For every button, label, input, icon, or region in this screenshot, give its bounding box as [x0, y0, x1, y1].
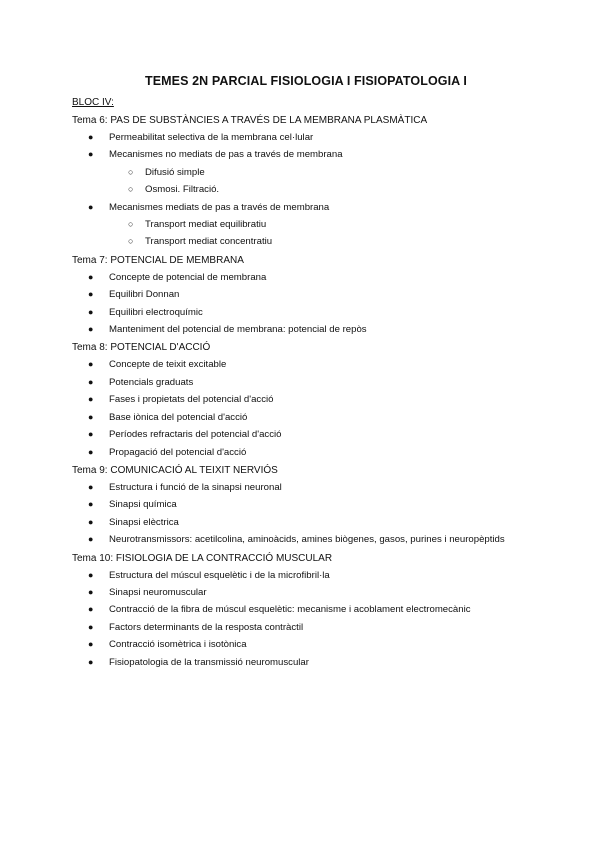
list-item-text: Contracció de la fibra de múscul esquelètic: mecanisme i acoblament electromecànic [109, 604, 471, 616]
bullet-icon: ● [88, 481, 94, 492]
list-item [72, 619, 540, 636]
list-item [72, 146, 540, 163]
sub-items [72, 216, 540, 251]
tema-heading: Tema 7: POTENCIAL DE MEMBRANA [72, 254, 244, 266]
bullet-icon: ● [88, 359, 94, 370]
list-item-text: Contracció isomètrica i isotònica [109, 639, 247, 651]
list-item-text: Mecanismes no mediats de pas a través de membrana [109, 149, 343, 161]
list-item-text: Concepte de potencial de membrana [109, 271, 267, 283]
list-item [72, 286, 540, 303]
list-item [72, 531, 540, 548]
document-title: TEMES 2N PARCIAL FISIOLOGIA I FISIOPATOLOGIA I [145, 74, 467, 88]
tema-items [72, 479, 540, 549]
list-item [72, 654, 540, 671]
list-item-text: Equilibri Donnan [109, 289, 180, 301]
bullet-icon: ● [88, 569, 94, 580]
bullet-icon: ● [88, 324, 94, 335]
list-item-text: Propagació del potencial d'acció [109, 446, 247, 458]
list-item-text: Estructura i funció de la sinapsi neuronal [109, 481, 282, 493]
list-item [72, 496, 540, 513]
bullet-icon: ● [88, 586, 94, 597]
bullet-icon: ● [88, 132, 94, 142]
tema-items [72, 567, 540, 671]
list-item [72, 321, 540, 338]
bullet-icon: ● [88, 411, 94, 422]
list-item-text: Base iònica del potencial d'acció [109, 411, 248, 423]
list-item [72, 391, 540, 408]
list-item-text: Potencials graduats [109, 376, 194, 388]
bullet-icon: ● [88, 429, 94, 440]
bullet-icon: ● [88, 394, 94, 405]
list-item-text: Sinapsi química [109, 499, 177, 511]
list-item [72, 304, 540, 321]
list-item [72, 479, 540, 496]
sub-list-item-text: Difusió simple [145, 166, 205, 178]
bullet-icon: ● [88, 376, 94, 387]
sub-list-item [72, 181, 540, 198]
list-item [72, 636, 540, 653]
tema-heading: Tema 8: POTENCIAL D'ACCIÓ [72, 342, 211, 354]
list-item-text: Mecanismes mediats de pas a través de membrana [109, 201, 330, 213]
sub-list-item-text: Transport mediat equilibratiu [145, 219, 267, 231]
bullet-icon: ● [88, 656, 94, 667]
list-item [72, 444, 540, 461]
circle-bullet-icon: ○ [128, 184, 134, 195]
sub-list-item [72, 216, 540, 233]
sub-list-item-text: Osmosi. Filtració. [145, 184, 220, 196]
list-item [72, 426, 540, 443]
sub-list-item [72, 164, 540, 181]
bullet-icon: ● [88, 604, 94, 615]
bullet-icon: ● [88, 306, 94, 317]
list-item-text: Permeabilitat selectiva de la membrana cel·lular [109, 132, 314, 143]
list-item-text: Factors determinants de la resposta contràctil [109, 621, 304, 633]
list-item [72, 601, 540, 618]
list-item-text: Concepte de teixit excitable [109, 359, 227, 371]
list-item [72, 567, 540, 584]
sub-items [72, 164, 540, 199]
bullet-icon: ● [88, 639, 94, 650]
bullet-icon: ● [88, 534, 94, 545]
list-item-text: Fases i propietats del potencial d'acció [109, 394, 274, 406]
circle-bullet-icon: ○ [128, 166, 134, 177]
bullet-icon: ● [88, 271, 94, 282]
bullet-icon: ● [88, 621, 94, 632]
list-item [72, 514, 540, 531]
bullet-icon: ● [88, 446, 94, 457]
sub-list-item [72, 233, 540, 250]
tema-heading: Tema 6: PAS DE SUBSTÀNCIES A TRAVÉS DE LA MEMBRANA PLASMÀTICA [72, 115, 428, 126]
bullet-icon: ● [88, 201, 94, 212]
tema-heading: Tema 9: COMUNICACIÓ AL TEIXIT NERVIÓS [72, 464, 278, 476]
circle-bullet-icon: ○ [128, 219, 134, 230]
list-item [72, 374, 540, 391]
list-item-text: Fisiopatologia de la transmissió neuromuscular [109, 656, 309, 668]
bullet-icon: ● [88, 149, 94, 160]
list-item [72, 409, 540, 426]
bloc-heading: BLOC IV: [72, 97, 114, 108]
list-item [72, 356, 540, 373]
list-item-text: Sinapsi neuromuscular [109, 586, 207, 598]
list-item-text: Manteniment del potencial de membrana: potencial de repòs [109, 324, 367, 336]
list-item [72, 269, 540, 286]
document-content [72, 95, 540, 671]
tema-heading: Tema 10: FISIOLOGIA DE LA CONTRACCIÓ MUSCULAR [72, 552, 333, 564]
bullet-icon: ● [88, 499, 94, 510]
tema-items [72, 356, 540, 460]
circle-bullet-icon: ○ [128, 236, 134, 247]
list-item-text: Períodes refractaris del potencial d'acció [109, 429, 282, 441]
list-item-text: Estructura del múscul esquelètic i de la microfibril·la [109, 569, 330, 581]
list-item [72, 584, 540, 601]
tema-items [72, 269, 540, 339]
list-item-text: Equilibri electroquímic [109, 306, 203, 318]
list-item-text: Sinapsi elèctrica [109, 516, 179, 528]
temes-list [72, 113, 540, 671]
bullet-icon: ● [88, 516, 94, 527]
sub-list-item-text: Transport mediat concentratiu [145, 236, 273, 248]
bullet-icon: ● [88, 289, 94, 300]
tema-items [72, 129, 540, 251]
list-item [72, 199, 540, 216]
list-item [72, 129, 540, 146]
list-item-text: Neurotransmissors: acetilcolina, aminoàcids, amines biògenes, gasos, purines i neuropèptids [109, 534, 505, 546]
